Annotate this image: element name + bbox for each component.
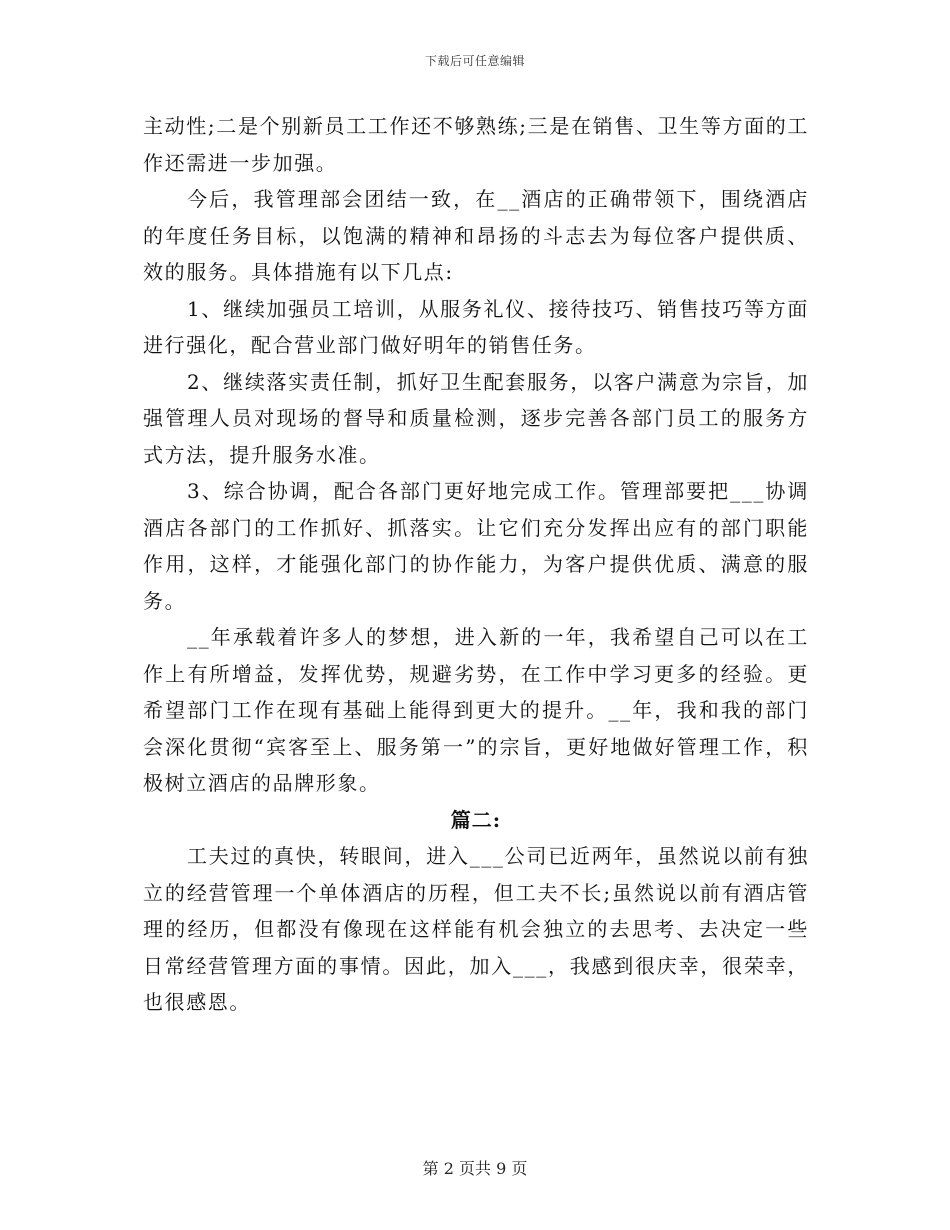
paragraph-measure-1: 1、继续加强员工培训，从服务礼仪、接待技巧、销售技巧等方面进行强化，配合营业部门做好明年的销售任务。 <box>143 296 809 357</box>
page-header: 下载后可任意编辑 <box>424 54 525 68</box>
paragraph-section-two: 工夫过的真快，转眼间，进入___公司已近两年，虽然说以前有独立的经营管理一个单体酒店的历程，但工夫不长;虽然说以前有酒店管理的经历，但都没有像现在这样能有机会独立的去思考、去决定一些日常经营管理方面的事情。因此，加入___，我感到很庆幸，很荣幸，也很感恩。 <box>143 844 809 1014</box>
paragraph-future-plan: 今后，我管理部会团结一致，在__酒店的正确带领下，围绕酒店的年度任务目标，以饱满的精神和昂扬的斗志去为每位客户提供质、效的服务。具体措施有以下几点: <box>143 187 809 284</box>
page-footer: 第 2 页共 9 页 <box>422 1159 528 1178</box>
paragraph-measure-2: 2、继续落实责任制，抓好卫生配套服务，以客户满意为宗旨，加强管理人员对现场的督导和质量检测，逐步完善各部门员工的服务方式方法，提升服务水准。 <box>143 369 809 467</box>
section-title: 篇二: <box>450 807 502 832</box>
paragraph-measure-3: 3、综合协调，配合各部门更好地完成工作。管理部要把___协调酒店各部门的工作抓好、抓落实。让它们充分发挥出应有的部门职能作用，这样，才能强化部门的协作能力，为客户提供优质、满意的服务。 <box>143 479 809 613</box>
paragraph-outlook: __年承载着许多人的梦想，进入新的一年，我希望自己可以在工作上有所增益，发挥优势，规避劣势，在工作中学习更多的经验。更希望部门工作在现有基础上能得到更大的提升。__年，我和我的部门会深化贯彻“宾客至上、服务第一”的宗旨，更好地做好管理工作，积极树立酒店的品牌形象。 <box>143 625 809 795</box>
document-body <box>143 108 809 1021</box>
paragraph-continuation: 主动性;二是个别新员工工作还不够熟练;三是在销售、卫生等方面的工作还需进一步加强。 <box>143 114 809 175</box>
